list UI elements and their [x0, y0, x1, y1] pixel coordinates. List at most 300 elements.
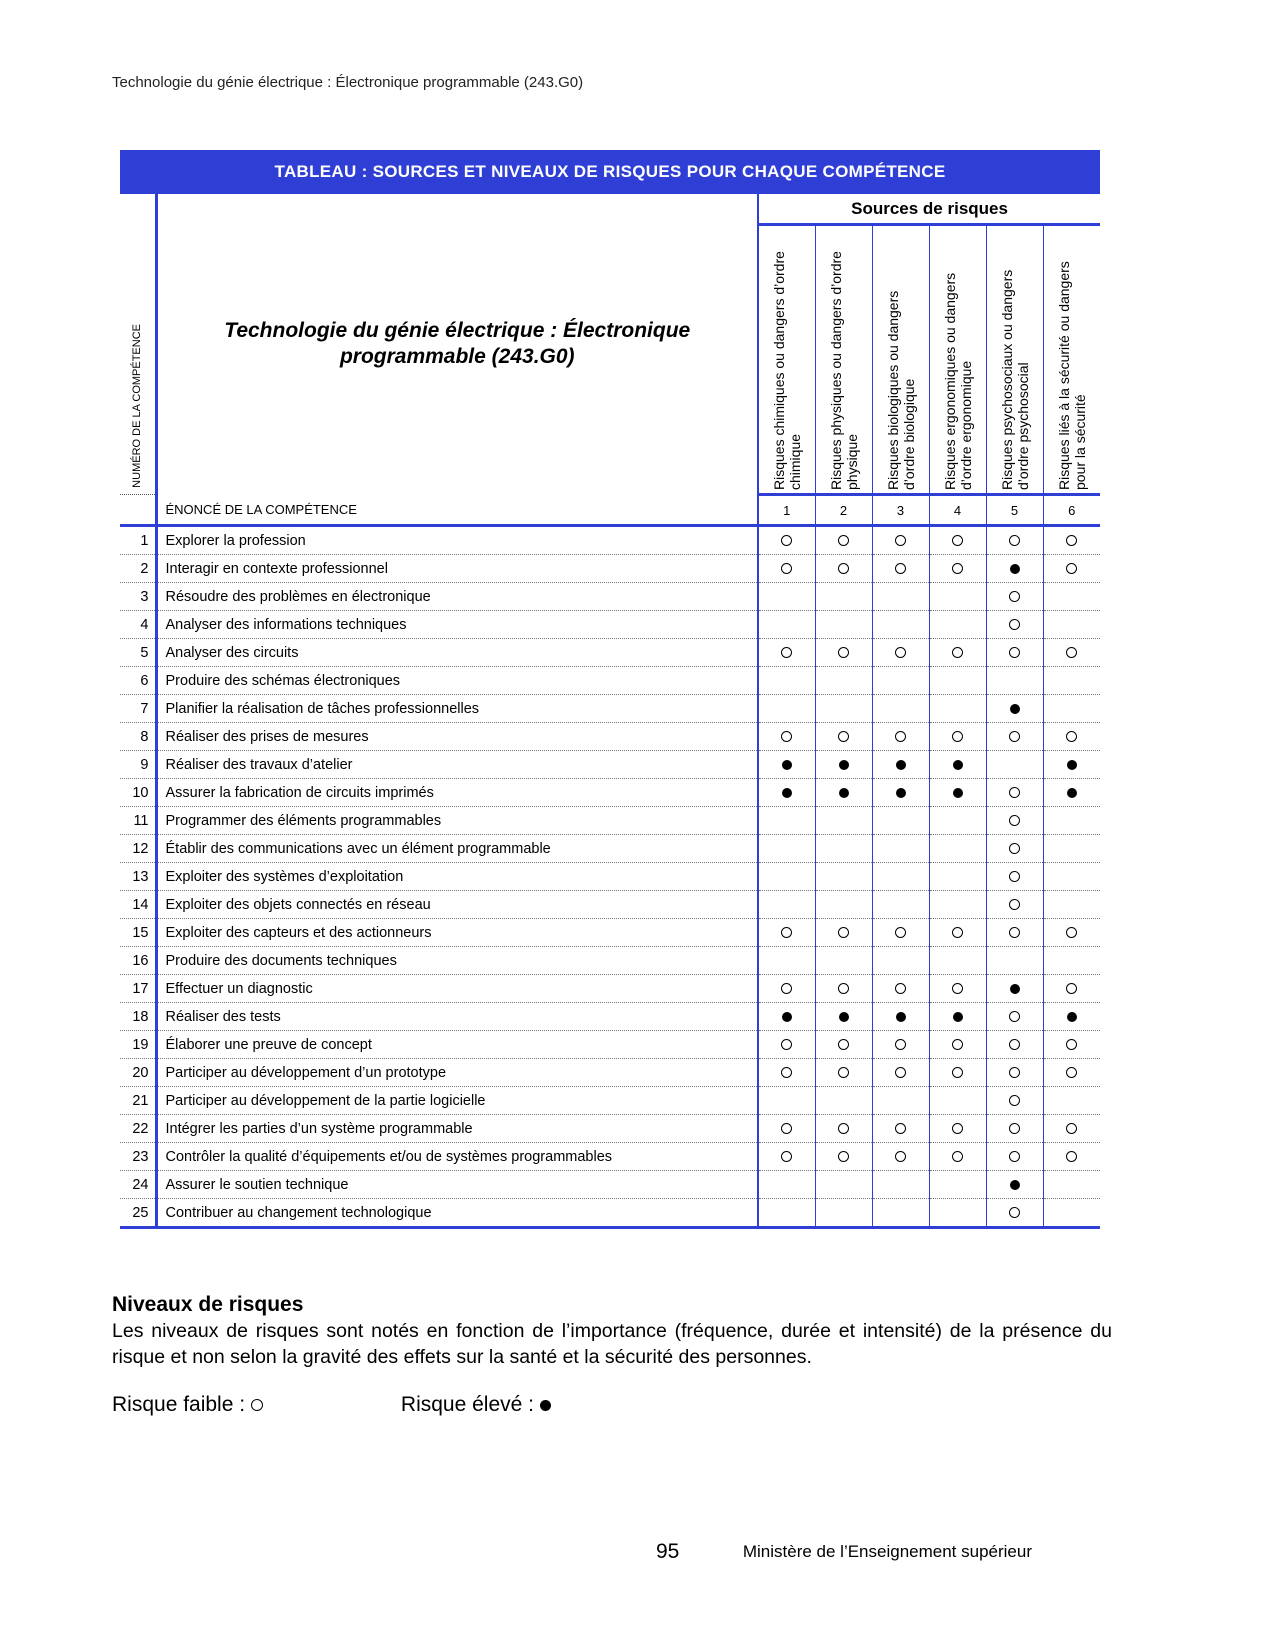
table-row: [120, 695, 1100, 723]
risk-table: [120, 194, 1100, 1229]
low-risk-icon: [781, 563, 792, 574]
competence-label: Assurer la fabrication de circuits imprimés: [156, 779, 758, 807]
risk-cell: [1043, 975, 1100, 1003]
low-risk-icon: [1009, 787, 1020, 798]
competence-number: 12: [120, 835, 156, 863]
risk-cell: [1043, 919, 1100, 947]
risk-cell: [758, 667, 815, 695]
enonce-label: ÉNONCÉ DE LA COMPÉTENCE: [156, 495, 758, 526]
footer: [656, 1540, 1032, 1564]
high-risk-icon: [896, 788, 906, 798]
risk-cell: [815, 779, 872, 807]
competence-label: Contrôler la qualité d’équipements et/ou de systèmes programmables: [156, 1143, 758, 1171]
high-risk-icon: [896, 1012, 906, 1022]
low-risk-icon: [1009, 731, 1020, 742]
low-risk-icon: [1009, 619, 1020, 630]
competence-label: Résoudre des problèmes en électronique: [156, 583, 758, 611]
low-risk-icon: [1009, 647, 1020, 658]
risk-cell: [1043, 555, 1100, 583]
risk-cell: [815, 1171, 872, 1199]
legend-low-label: Risque faible :: [112, 1393, 246, 1416]
source-header-5: [986, 225, 1043, 495]
source-header-6: [1043, 225, 1100, 495]
competence-number: 8: [120, 723, 156, 751]
risk-cell: [1043, 639, 1100, 667]
competence-label: Intégrer les parties d’un système programmable: [156, 1115, 758, 1143]
risk-cell: [872, 1143, 929, 1171]
low-risk-icon: [952, 1151, 963, 1162]
risk-cell: [929, 611, 986, 639]
table-row: [120, 1003, 1100, 1031]
source-label: Risques chimiques ou dangers d’ordre chimique: [770, 251, 803, 490]
competence-label: Contribuer au changement technologique: [156, 1199, 758, 1228]
low-risk-icon: [838, 563, 849, 574]
risk-cell: [872, 807, 929, 835]
competence-label: Explorer la profession: [156, 526, 758, 555]
low-risk-icon: [1009, 1151, 1020, 1162]
risk-cell: [815, 1059, 872, 1087]
competence-label: Produire des documents techniques: [156, 947, 758, 975]
risk-cell: [815, 1115, 872, 1143]
risk-cell: [758, 835, 815, 863]
low-risk-icon: [1066, 927, 1077, 938]
low-risk-icon: [1066, 563, 1077, 574]
risk-cell: [1043, 583, 1100, 611]
competence-number: 17: [120, 975, 156, 1003]
risk-cell: [986, 723, 1043, 751]
risk-cell: [758, 1143, 815, 1171]
low-risk-icon: [1009, 927, 1020, 938]
risk-cell: [872, 1059, 929, 1087]
table-row: [120, 1087, 1100, 1115]
risk-cell: [929, 891, 986, 919]
risk-cell: [872, 723, 929, 751]
low-risk-icon: [781, 927, 792, 938]
competence-number: 10: [120, 779, 156, 807]
competence-label: Assurer le soutien technique: [156, 1171, 758, 1199]
competence-number: 22: [120, 1115, 156, 1143]
low-risk-icon: [1009, 591, 1020, 602]
risk-cell: [929, 555, 986, 583]
risk-cell: [815, 919, 872, 947]
high-risk-icon: [839, 1012, 849, 1022]
table-row: [120, 947, 1100, 975]
source-number: 1: [758, 495, 815, 526]
risk-cell: [815, 1143, 872, 1171]
low-risk-icon: [1009, 1095, 1020, 1106]
competence-number: 19: [120, 1031, 156, 1059]
risk-cell: [1043, 1199, 1100, 1228]
risk-cell: [815, 1003, 872, 1031]
low-risk-icon: [1009, 871, 1020, 882]
table-row: [120, 863, 1100, 891]
risk-cell: [986, 639, 1043, 667]
table-row: [120, 1059, 1100, 1087]
risk-cell: [758, 891, 815, 919]
risk-cell: [986, 835, 1043, 863]
risk-cell: [929, 947, 986, 975]
risk-cell: [986, 975, 1043, 1003]
numero-header: [120, 194, 156, 495]
risk-cell: [872, 583, 929, 611]
risk-cell: [872, 555, 929, 583]
low-risk-icon: [895, 731, 906, 742]
risk-cell: [986, 583, 1043, 611]
risk-cell: [815, 863, 872, 891]
table-row: [120, 919, 1100, 947]
source-number: 3: [872, 495, 929, 526]
high-risk-icon: [896, 760, 906, 770]
risk-cell: [986, 526, 1043, 555]
risk-cell: [986, 1115, 1043, 1143]
low-risk-icon: [838, 1151, 849, 1162]
risk-cell: [872, 1171, 929, 1199]
risk-cell: [815, 891, 872, 919]
competence-number: 15: [120, 919, 156, 947]
risk-cell: [1043, 526, 1100, 555]
table-row: [120, 639, 1100, 667]
low-risk-icon: [1009, 815, 1020, 826]
high-risk-icon: [953, 788, 963, 798]
competence-number: 14: [120, 891, 156, 919]
risk-cell: [986, 1087, 1043, 1115]
source-header-2: [815, 225, 872, 495]
high-risk-icon: [540, 1400, 551, 1411]
risk-cell: [929, 1171, 986, 1199]
risk-cell: [872, 919, 929, 947]
risk-cell: [758, 863, 815, 891]
high-risk-icon: [953, 1012, 963, 1022]
risk-cell: [758, 947, 815, 975]
risk-cell: [872, 779, 929, 807]
numero-label: NUMÉRO DE LA COMPÉTENCE: [131, 324, 144, 488]
competence-label: Exploiter des capteurs et des actionneurs: [156, 919, 758, 947]
risk-cell: [929, 919, 986, 947]
low-risk-icon: [781, 1039, 792, 1050]
low-risk-icon: [895, 983, 906, 994]
risk-cell: [986, 1171, 1043, 1199]
risk-cell: [929, 639, 986, 667]
low-risk-icon: [781, 1151, 792, 1162]
low-risk-icon: [1066, 647, 1077, 658]
risk-cell: [758, 526, 815, 555]
risk-cell: [815, 555, 872, 583]
competence-number: 3: [120, 583, 156, 611]
competence-number: 9: [120, 751, 156, 779]
sources-header: Sources de risques: [758, 194, 1100, 225]
high-risk-icon: [953, 760, 963, 770]
risk-cell: [1043, 807, 1100, 835]
levels-description: Les niveaux de risques sont notés en fonction de l’importance (fréquence, durée et intensité) de la présence du risque et non selon la gravité des effets sur la santé et la sécurité des personnes.: [112, 1320, 1112, 1368]
high-risk-icon: [782, 760, 792, 770]
source-header-1: [758, 225, 815, 495]
risk-cell: [929, 667, 986, 695]
risk-cell: [758, 1059, 815, 1087]
high-risk-icon: [1010, 984, 1020, 994]
risk-cell: [986, 1143, 1043, 1171]
low-risk-icon: [895, 563, 906, 574]
low-risk-icon: [1009, 535, 1020, 546]
risk-cell: [929, 1031, 986, 1059]
risk-cell: [758, 975, 815, 1003]
risk-cell: [986, 695, 1043, 723]
risk-cell: [815, 695, 872, 723]
competence-number: 5: [120, 639, 156, 667]
table-row: [120, 891, 1100, 919]
risk-cell: [758, 611, 815, 639]
low-risk-icon: [1009, 1123, 1020, 1134]
risk-cell: [758, 723, 815, 751]
risk-cell: [929, 835, 986, 863]
document-page: [106, 40, 1112, 1648]
risk-cell: [929, 1115, 986, 1143]
page-number: 95: [656, 1540, 680, 1563]
risk-cell: [986, 751, 1043, 779]
competence-label: Analyser des informations techniques: [156, 611, 758, 639]
risk-cell: [872, 863, 929, 891]
low-risk-icon: [781, 1123, 792, 1134]
table-row: [120, 1115, 1100, 1143]
competence-number: 2: [120, 555, 156, 583]
risk-cell: [872, 751, 929, 779]
ministry-name: Ministère de l’Enseignement supérieur: [742, 1542, 1032, 1561]
risk-cell: [872, 1115, 929, 1143]
low-risk-icon: [781, 731, 792, 742]
low-risk-icon: [952, 927, 963, 938]
running-header: Technologie du génie électrique : Électronique programmable (243.G0): [112, 74, 584, 91]
table-row: [120, 555, 1100, 583]
risk-cell: [1043, 1031, 1100, 1059]
competence-number: 1: [120, 526, 156, 555]
table-row: [120, 779, 1100, 807]
risk-cell: [929, 695, 986, 723]
high-risk-icon: [1067, 788, 1077, 798]
low-risk-icon: [1009, 1011, 1020, 1022]
risk-cell: [986, 611, 1043, 639]
risk-cell: [872, 1087, 929, 1115]
risk-cell: [1043, 611, 1100, 639]
source-header-3: [872, 225, 929, 495]
competence-number: 6: [120, 667, 156, 695]
low-risk-icon: [251, 1399, 263, 1411]
high-risk-icon: [839, 760, 849, 770]
risk-cell: [986, 779, 1043, 807]
risk-cell: [1043, 947, 1100, 975]
low-risk-icon: [895, 1151, 906, 1162]
table-row: [120, 526, 1100, 555]
competence-number: 13: [120, 863, 156, 891]
source-number: 5: [986, 495, 1043, 526]
table-row: [120, 1199, 1100, 1228]
low-risk-icon: [895, 1123, 906, 1134]
table-row: [120, 1031, 1100, 1059]
competence-number: 16: [120, 947, 156, 975]
table-row: [120, 723, 1100, 751]
risk-cell: [815, 1031, 872, 1059]
competence-label: Réaliser des travaux d’atelier: [156, 751, 758, 779]
table-title: TABLEAU : SOURCES ET NIVEAUX DE RISQUES POUR CHAQUE COMPÉTENCE: [120, 150, 1100, 194]
competence-label: Exploiter des objets connectés en réseau: [156, 891, 758, 919]
risk-cell: [758, 1199, 815, 1228]
risk-cell: [929, 1003, 986, 1031]
source-label: Risques physiques ou dangers d’ordre physique: [827, 251, 860, 490]
table-row: [120, 807, 1100, 835]
low-risk-icon: [952, 1039, 963, 1050]
low-risk-icon: [1066, 1123, 1077, 1134]
competence-number: 7: [120, 695, 156, 723]
competence-label: Effectuer un diagnostic: [156, 975, 758, 1003]
risk-cell: [758, 555, 815, 583]
risk-cell: [815, 667, 872, 695]
risk-cell: [1043, 667, 1100, 695]
risk-cell: [1043, 891, 1100, 919]
table-row: [120, 667, 1100, 695]
table-row: [120, 583, 1100, 611]
competence-number: 21: [120, 1087, 156, 1115]
risk-cell: [929, 526, 986, 555]
risk-cell: [758, 1003, 815, 1031]
risk-cell: [758, 1171, 815, 1199]
low-risk-icon: [1066, 1067, 1077, 1078]
low-risk-icon: [895, 1039, 906, 1050]
low-risk-icon: [952, 563, 963, 574]
competence-number: 20: [120, 1059, 156, 1087]
table-row: [120, 611, 1100, 639]
risk-cell: [929, 723, 986, 751]
program-title: Technologie du génie électrique : Électronique programmable (243.G0): [156, 194, 758, 495]
source-label: Risques ergonomiques ou dangers d’ordre ergonomique: [941, 272, 974, 490]
risk-cell: [758, 751, 815, 779]
low-risk-icon: [895, 927, 906, 938]
competence-number: 4: [120, 611, 156, 639]
competence-number: 23: [120, 1143, 156, 1171]
risk-cell: [986, 1003, 1043, 1031]
risk-cell: [1043, 1087, 1100, 1115]
risk-cell: [815, 835, 872, 863]
risk-cell: [758, 639, 815, 667]
risk-cell: [929, 807, 986, 835]
low-risk-icon: [838, 1039, 849, 1050]
risk-cell: [929, 1199, 986, 1228]
risk-cell: [986, 1199, 1043, 1228]
risk-cell: [1043, 751, 1100, 779]
risk-cell: [872, 611, 929, 639]
low-risk-icon: [952, 1123, 963, 1134]
low-risk-icon: [1066, 535, 1077, 546]
risk-cell: [929, 1143, 986, 1171]
source-label: Risques liés à la sécurité ou dangers pour la sécurité: [1055, 261, 1088, 490]
risk-cell: [815, 639, 872, 667]
risk-cell: [929, 975, 986, 1003]
low-risk-icon: [781, 983, 792, 994]
risk-cell: [872, 947, 929, 975]
low-risk-icon: [1009, 1039, 1020, 1050]
high-risk-icon: [782, 1012, 792, 1022]
low-risk-icon: [838, 731, 849, 742]
risk-cell: [758, 1031, 815, 1059]
risk-cell: [815, 975, 872, 1003]
low-risk-icon: [781, 647, 792, 658]
competence-number: 18: [120, 1003, 156, 1031]
low-risk-icon: [838, 535, 849, 546]
risk-cell: [929, 779, 986, 807]
competence-label: Produire des schémas électroniques: [156, 667, 758, 695]
low-risk-icon: [1066, 1039, 1077, 1050]
low-risk-icon: [952, 731, 963, 742]
high-risk-icon: [1067, 760, 1077, 770]
competence-label: Analyser des circuits: [156, 639, 758, 667]
competence-number: 11: [120, 807, 156, 835]
low-risk-icon: [952, 983, 963, 994]
low-risk-icon: [781, 535, 792, 546]
table-row: [120, 1171, 1100, 1199]
risk-cell: [815, 611, 872, 639]
levels-title: Niveaux de risques: [112, 1293, 304, 1316]
risk-cell: [986, 891, 1043, 919]
competence-label: Participer au développement d’un prototype: [156, 1059, 758, 1087]
low-risk-icon: [838, 983, 849, 994]
risk-cell: [872, 639, 929, 667]
risk-cell: [758, 1115, 815, 1143]
source-header-4: [929, 225, 986, 495]
low-risk-icon: [838, 1067, 849, 1078]
risk-cell: [872, 1003, 929, 1031]
risk-cell: [872, 975, 929, 1003]
legend-high-label: Risque élevé :: [400, 1393, 534, 1416]
risk-cell: [986, 1059, 1043, 1087]
risk-cell: [758, 695, 815, 723]
risk-cell: [872, 891, 929, 919]
risk-cell: [986, 1031, 1043, 1059]
competence-label: Réaliser des prises de mesures: [156, 723, 758, 751]
low-risk-icon: [895, 647, 906, 658]
risk-cell: [1043, 723, 1100, 751]
risk-cell: [872, 1199, 929, 1228]
competence-label: Exploiter des systèmes d’exploitation: [156, 863, 758, 891]
risk-cell: [1043, 1171, 1100, 1199]
low-risk-icon: [838, 647, 849, 658]
risk-cell: [1043, 1143, 1100, 1171]
risk-cell: [986, 667, 1043, 695]
risk-cell: [1043, 835, 1100, 863]
risk-cell: [986, 555, 1043, 583]
low-risk-icon: [1066, 731, 1077, 742]
risk-cell: [758, 779, 815, 807]
competence-label: Établir des communications avec un élément programmable: [156, 835, 758, 863]
low-risk-icon: [1009, 1207, 1020, 1218]
source-label: Risques psychosociaux ou dangers d’ordre psychosocial: [998, 269, 1031, 490]
competence-label: Élaborer une preuve de concept: [156, 1031, 758, 1059]
low-risk-icon: [952, 535, 963, 546]
risk-cell: [929, 1087, 986, 1115]
competence-label: Programmer des éléments programmables: [156, 807, 758, 835]
low-risk-icon: [895, 1067, 906, 1078]
low-risk-icon: [952, 1067, 963, 1078]
high-risk-icon: [782, 788, 792, 798]
high-risk-icon: [1067, 1012, 1077, 1022]
risk-cell: [758, 1087, 815, 1115]
low-risk-icon: [781, 1067, 792, 1078]
high-risk-icon: [1010, 1180, 1020, 1190]
low-risk-icon: [1009, 899, 1020, 910]
risk-cell: [758, 919, 815, 947]
risk-cell: [986, 919, 1043, 947]
competence-label: Réaliser des tests: [156, 1003, 758, 1031]
source-number: 6: [1043, 495, 1100, 526]
risk-cell: [1043, 1059, 1100, 1087]
risk-cell: [815, 947, 872, 975]
low-risk-icon: [1009, 1067, 1020, 1078]
